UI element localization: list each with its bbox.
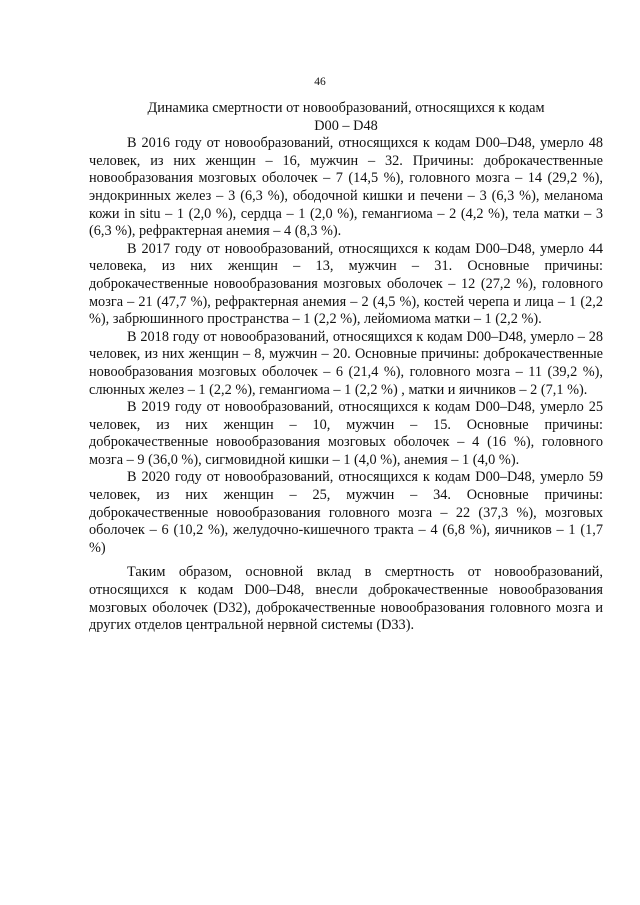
paragraph-2018: В 2018 году от новообразований, относящихся к кодам D00–D48, умерло – 28 человек, из них женщин – 8, мужчин – 20. Основные причины: доброкачественные новообразования мозговых оболочек – 6 (21,4 %), головного мозга – 11 (39,2 %), слюнных желез – 1 (2,2 %), гемангиома – 1 (2,2 %) , матки и яичников – 2 (7,1 %).	[89, 328, 603, 398]
paragraph-2019: В 2019 году от новообразований, относящихся к кодам D00–D48, умерло 25 человек, из них женщин – 10, мужчин – 15. Основные причины: доброкачественные новообразования мозговых оболочек – 4 (16 %), головного мозга – 9 (36,0 %), сигмовидной кишки – 1 (4,0 %), анемия – 1 (4,0 %).	[89, 399, 603, 468]
section-title-line-2: D00 – D48	[314, 117, 378, 134]
page-number: 46	[314, 76, 326, 88]
paragraph-2017: В 2017 году от новообразований, относящихся к кодам D00–D48, умерло 44 человека, из них женщин – 13, мужчин – 31. Основные причины: доброкачественные новообразования мозговых оболочек – 12 (27,2 %), головного мозга – 21 (47,7 %), рефрактерная анемия – 2 (4,5 %), костей черепа и лица – 1 (2,2 %), забрюшинного пространства – 1 (2,2 %), лейомиома матки – 1 (2,2 %).	[89, 240, 603, 328]
section-title-line-1: Динамика смертности от новообразований, относящихся к кодам	[147, 100, 545, 116]
paragraph-2016: В 2016 году от новообразований, относящихся к кодам D00–D48, умерло 48 человек, из них женщин – 16, мужчин – 32. Причины: доброкачественные новообразования мозговых оболочек – 7 (14,5 %), головного мозга – 14 (29,2 %), эндокринных желез – 3 (6,3 %), ободочной кишки и печени – 3 (6,3 %), меланома кожи in situ – 1 (2,0 %), сердца – 1 (2,0 %), гемангиома – 2 (4,2 %), тела матки – 3 (6,3 %), рефрактерная анемия – 4 (8,3 %).	[89, 135, 603, 240]
paragraph-conclusion: Таким образом, основной вклад в смертность от новообразований, относящихся к кодам D00–D48, внесли доброкачественные новообразования мозговых оболочек (D32), доброкачественные новообразования головного мозга и других отделов центральной нервной системы (D33).	[89, 564, 603, 634]
document-body	[89, 100, 603, 635]
paragraph-2020: В 2020 году от новообразований, относящихся к кодам D00–D48, умерло 59 человек, из них женщин – 25, мужчин – 34. Основные причины: доброкачественные новообразования головного мозга – 22 (37,3 %), мозговых оболочек – 6 (10,2 %), желудочно-кишечного тракта – 4 (6,8 %), яичников – 1 (1,7 %)	[89, 469, 603, 556]
section-title	[89, 100, 603, 135]
